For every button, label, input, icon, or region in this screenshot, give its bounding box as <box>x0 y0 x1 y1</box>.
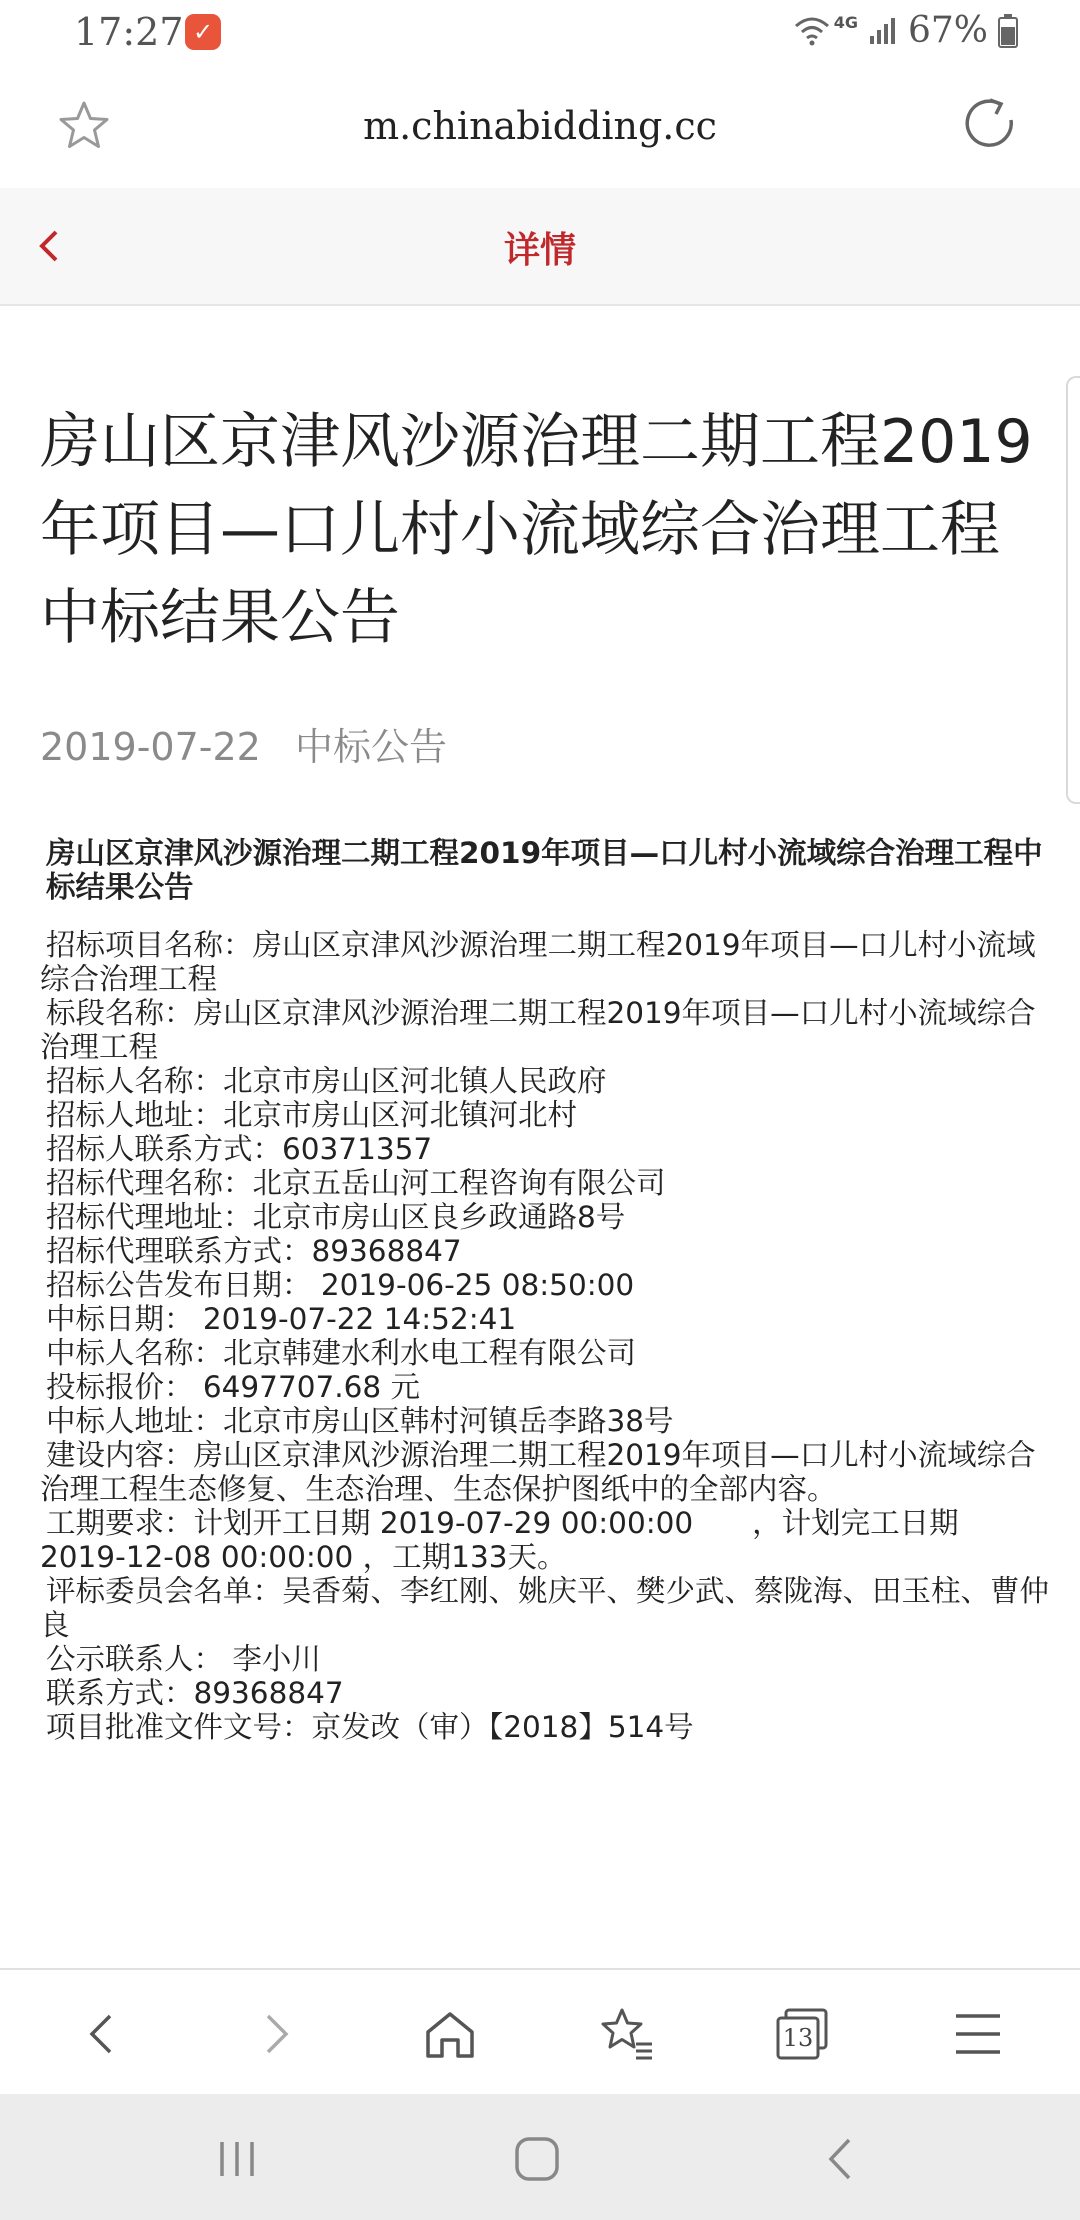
content-line-text: 中标人名称：北京韩建水利水电工程有限公司 <box>46 1336 637 1370</box>
signal-icon <box>868 16 898 46</box>
content-line <box>40 928 1050 996</box>
browser-url-bar <box>0 68 1080 189</box>
content-line-text: 项目批准文件文号：京发改（审）【2018】514号 <box>46 1710 694 1744</box>
wifi-icon <box>794 16 830 46</box>
article-meta <box>40 716 469 771</box>
content-line <box>40 1438 1050 1506</box>
content-line-text: 公示联系人： 李小川 <box>46 1642 321 1676</box>
content-line-text: 招标代理地址：北京市房山区良乡政通路8号 <box>46 1200 626 1234</box>
content-line-text: 招标人联系方式：60371357 <box>46 1132 433 1166</box>
article-title: 房山区京津风沙源治理二期工程2019年项目—口儿村小流域综合治理工程中标结果公告 <box>40 407 1033 653</box>
content-line <box>40 1574 1050 1642</box>
content-lines <box>40 928 1050 1744</box>
article-content <box>40 836 1050 1744</box>
content-line <box>40 1642 1050 1676</box>
content-line-text: 投标报价： 6497707.68 元 <box>46 1370 421 1404</box>
status-time: 17:27 <box>74 10 184 54</box>
notification-icon: ✓ <box>185 14 221 50</box>
recent-apps-icon[interactable] <box>212 2134 262 2184</box>
article-category: 中标公告 <box>294 725 447 769</box>
content-line-text: 招标项目名称：房山区京津风沙源治理二期工程2019年项目—口儿村小流域综合治理工程 <box>40 928 1036 996</box>
content-line-text: 招标公告发布日期： 2019-06-25 08:50:00 <box>46 1268 635 1302</box>
content-line <box>40 1064 1050 1098</box>
tab-count: 13 <box>782 2024 814 2052</box>
content-line-text: 招标代理名称：北京五岳山河工程咨询有限公司 <box>46 1166 666 1200</box>
content-line <box>40 1166 1050 1200</box>
menu-icon[interactable] <box>948 2004 1008 2064</box>
nav-forward-icon[interactable] <box>246 2004 306 2064</box>
status-indicators <box>794 10 1018 51</box>
nav-back-icon[interactable] <box>72 2004 132 2064</box>
content-line <box>40 1132 1050 1166</box>
browser-bottom-nav <box>0 1968 1080 2094</box>
home-button-icon[interactable] <box>512 2134 562 2184</box>
content-title: 房山区京津风沙源治理二期工程2019年项目—口儿村小流域综合治理工程中标结果公告 <box>46 836 1043 904</box>
content-line-text: 标段名称：房山区京津风沙源治理二期工程2019年项目—口儿村小流域综合治理工程 <box>40 996 1036 1064</box>
tabs-button[interactable] <box>772 2004 832 2064</box>
content-line-text: 招标代理联系方式：89368847 <box>46 1234 462 1268</box>
side-scroll-handle[interactable] <box>1066 376 1080 804</box>
content-line <box>40 1098 1050 1132</box>
bookmarks-icon[interactable] <box>596 2004 656 2064</box>
battery-percent: 67% <box>907 10 988 51</box>
content-line-text: 工期要求：计划开工日期 2019-07-29 00:00:00 ，计划完工日期 2019-12-08 00:00:00 ，工期133天。 <box>40 1506 959 1574</box>
content-line <box>40 1336 1050 1370</box>
article-date: 2019-07-22 <box>40 725 261 769</box>
battery-icon <box>998 14 1018 48</box>
content-line <box>40 1506 1050 1574</box>
content-line <box>40 1710 1050 1744</box>
content-line <box>40 1676 1050 1710</box>
content-line <box>40 1268 1050 1302</box>
content-line <box>40 1234 1050 1268</box>
system-nav-bar <box>0 2094 1080 2220</box>
content-line <box>40 996 1050 1064</box>
page-header <box>0 188 1080 306</box>
content-line-text: 建设内容：房山区京津风沙源治理二期工程2019年项目—口儿村小流域综合治理工程生态修复、生态治理、生态保护图纸中的全部内容。 <box>40 1438 1036 1506</box>
content-line-text: 联系方式：89368847 <box>46 1676 344 1710</box>
content-line-text: 中标日期： 2019-07-22 14:52:41 <box>46 1302 517 1336</box>
page-title: 详情 <box>503 230 576 271</box>
content-line <box>40 1200 1050 1234</box>
url-text[interactable]: m.chinabidding.cc <box>363 104 717 148</box>
content-line-text: 招标人名称：北京市房山区河北镇人民政府 <box>46 1064 607 1098</box>
content-line <box>40 1404 1050 1438</box>
status-bar <box>0 0 1080 68</box>
home-icon[interactable] <box>420 2004 480 2064</box>
content-line <box>40 1370 1050 1404</box>
content-line-text: 评标委员会名单：吴香菊、李红刚、姚庆平、樊少武、蔡陇海、田玉柱、曹仲良 <box>40 1574 1050 1642</box>
content-line-text: 中标人地址：北京市房山区韩村河镇岳李路38号 <box>46 1404 674 1438</box>
system-back-icon[interactable] <box>815 2134 865 2184</box>
network-type: 4G <box>833 13 858 32</box>
reload-icon[interactable] <box>960 94 1018 152</box>
content-line <box>40 1302 1050 1336</box>
content-line-text: 招标人地址：北京市房山区河北镇河北村 <box>46 1098 578 1132</box>
